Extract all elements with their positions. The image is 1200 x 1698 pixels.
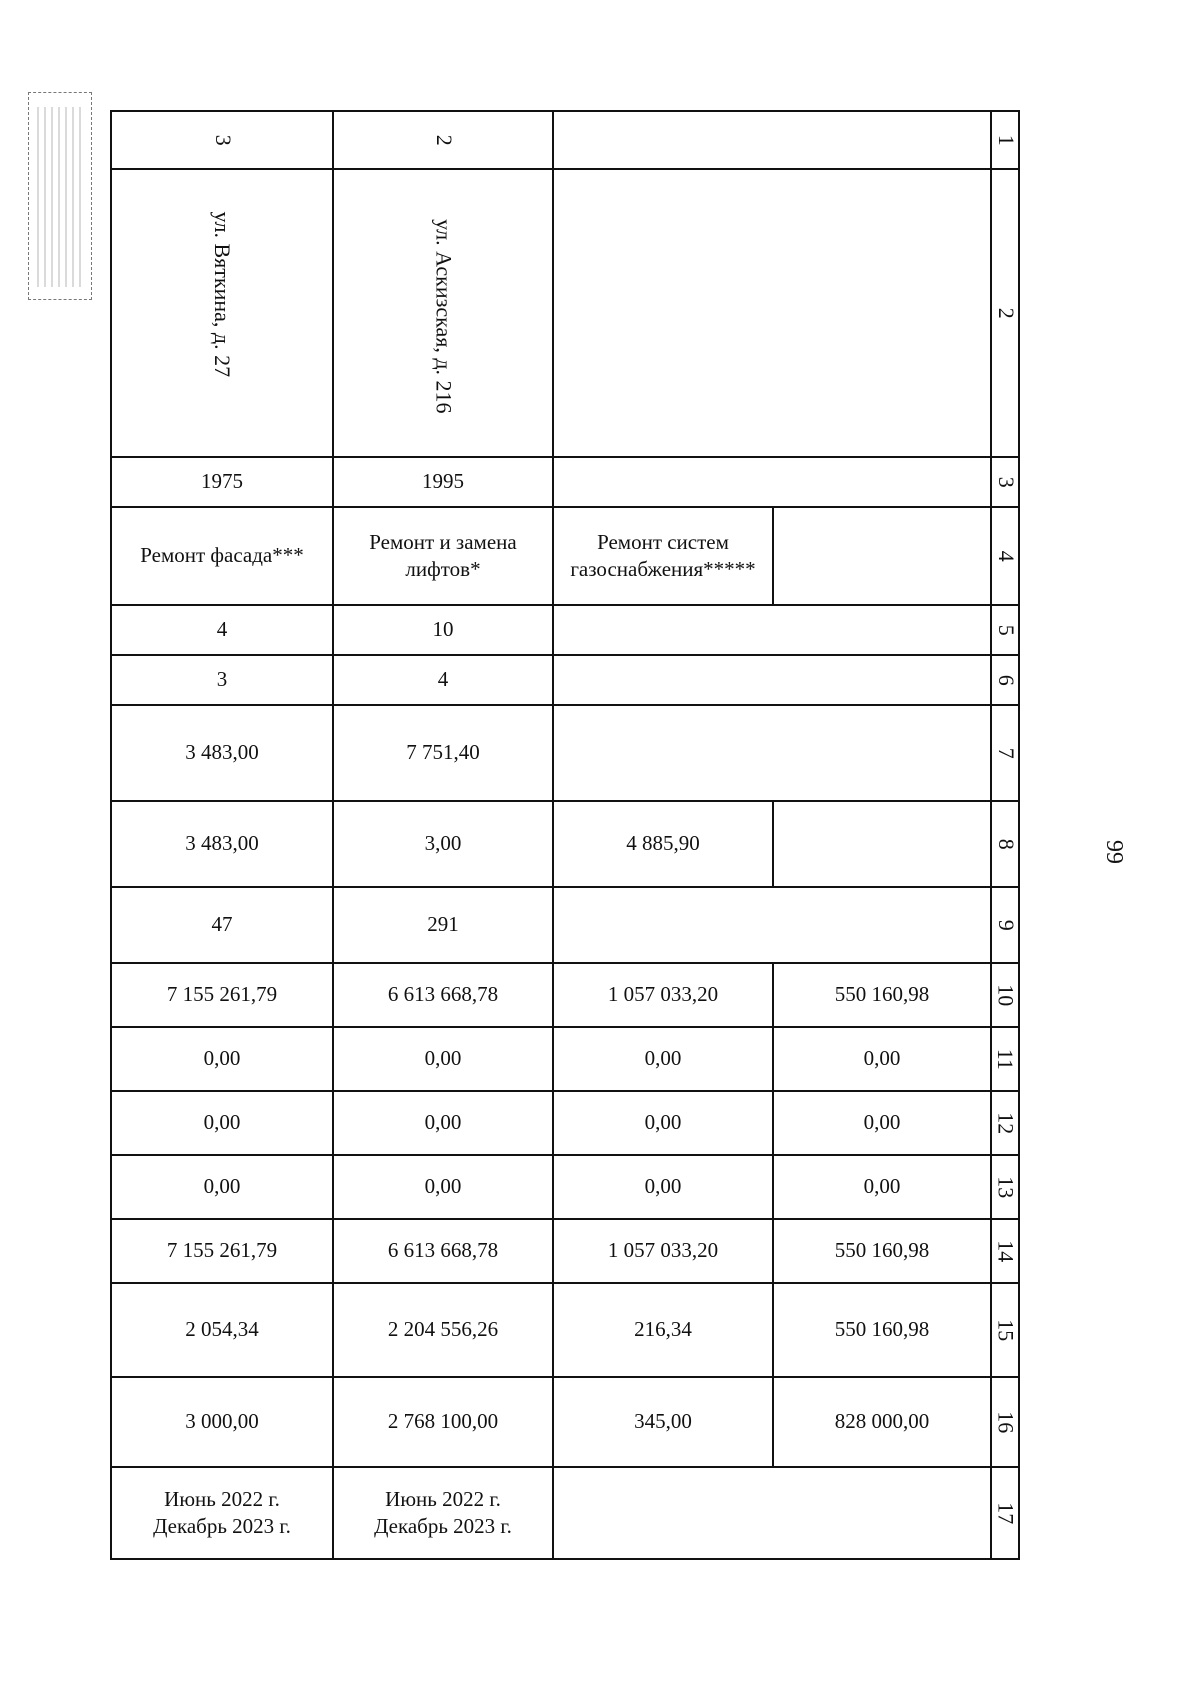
row-number: 6 — [993, 674, 1019, 686]
table-cell: 3 — [216, 667, 228, 692]
year-cell: 1975 — [201, 469, 243, 494]
table-cell: 550 160,98 — [834, 982, 930, 1007]
period-start: Июнь 2022 г. — [385, 1486, 501, 1511]
table-cell: 6 613 668,78 — [387, 1238, 499, 1263]
table-cell: 4 — [437, 667, 449, 692]
record-number: 2 — [431, 134, 457, 146]
repair-table — [110, 110, 1020, 1560]
table-cell: 2 768 100,00 — [387, 1409, 499, 1434]
column-divider — [772, 506, 774, 604]
table-cell: 2 204 556,26 — [387, 1317, 499, 1342]
stamp-lettering — [37, 107, 83, 287]
row-number: 16 — [993, 1411, 1019, 1433]
row-number: 13 — [993, 1176, 1019, 1198]
table-cell: 0,00 — [424, 1110, 462, 1135]
period-cell — [112, 1468, 332, 1558]
table-cell: 0,00 — [203, 1174, 241, 1199]
period-end: Декабрь 2023 г. — [374, 1514, 512, 1538]
table-cell: 47 — [211, 912, 233, 937]
row-number: 7 — [993, 747, 1019, 759]
work-type-cell: Ремонт фасада*** — [140, 543, 304, 568]
row-number: 17 — [993, 1502, 1019, 1524]
table-cell: 0,00 — [644, 1110, 682, 1135]
row-number: 14 — [993, 1240, 1019, 1262]
row-number: 12 — [993, 1112, 1019, 1134]
table-border-bottom — [110, 1558, 1020, 1560]
table-cell: 1 057 033,20 — [607, 1238, 719, 1263]
page-number: 99 — [1101, 840, 1127, 864]
table-cell: 0,00 — [863, 1174, 901, 1199]
row-number: 1 — [993, 134, 1019, 146]
record-number: 3 — [210, 134, 236, 146]
work-type-cell: Ремонт систем газоснабжения***** — [570, 529, 756, 581]
table-cell: 0,00 — [863, 1046, 901, 1071]
table-cell: 1 057 033,20 — [607, 982, 719, 1007]
table-cell: 0,00 — [203, 1046, 241, 1071]
table-cell: 3 483,00 — [185, 831, 259, 856]
table-cell: 550 160,98 — [834, 1317, 930, 1342]
table-cell: 291 — [427, 912, 459, 937]
approval-stamp — [28, 92, 92, 300]
address-cell: ул. Аскизская, д. 216 — [431, 219, 457, 414]
table-cell: 0,00 — [424, 1174, 462, 1199]
table-cell: 0,00 — [644, 1046, 682, 1071]
table-cell: 0,00 — [863, 1110, 901, 1135]
table-cell: 7 155 261,79 — [166, 1238, 278, 1263]
address-cell: ул. Вяткина, д. 27 — [210, 211, 236, 378]
table-cell: 345,00 — [634, 1409, 692, 1434]
table-cell: 216,34 — [634, 1317, 692, 1342]
table-cell: 3 483,00 — [185, 740, 259, 765]
row-number: 3 — [993, 476, 1019, 488]
table-cell: 4 885,90 — [626, 831, 700, 856]
table-cell: 828 000,00 — [834, 1409, 930, 1434]
row-number: 11 — [993, 1048, 1019, 1070]
table-cell: 3 000,00 — [185, 1409, 259, 1434]
period-start: Июнь 2022 г. — [164, 1486, 280, 1511]
table-cell: 7 155 261,79 — [166, 982, 278, 1007]
row-number: 5 — [993, 624, 1019, 636]
table-cell: 7 751,40 — [406, 740, 480, 765]
period-cell — [334, 1468, 552, 1558]
table-cell: 550 160,98 — [834, 1238, 930, 1263]
table-cell: 10 — [432, 617, 454, 642]
row-number: 15 — [993, 1319, 1019, 1341]
table-cell: 0,00 — [424, 1046, 462, 1071]
table-cell: 0,00 — [644, 1174, 682, 1199]
table-cell: 6 613 668,78 — [387, 982, 499, 1007]
table-cell: 0,00 — [203, 1110, 241, 1135]
period-end: Декабрь 2023 г. — [153, 1514, 291, 1538]
year-cell: 1995 — [422, 469, 464, 494]
row-number: 4 — [993, 550, 1019, 562]
work-type-cell: Ремонт и замена лифтов* — [369, 529, 517, 581]
row-number: 9 — [993, 919, 1019, 931]
table-border-right — [1018, 110, 1020, 1560]
row-number: 2 — [993, 307, 1019, 319]
table-cell: 2 054,34 — [185, 1317, 259, 1342]
column-divider — [772, 800, 774, 886]
row-number: 10 — [993, 984, 1019, 1006]
row-number: 8 — [993, 838, 1019, 850]
table-cell: 3,00 — [424, 831, 462, 856]
table-cell: 4 — [216, 617, 228, 642]
